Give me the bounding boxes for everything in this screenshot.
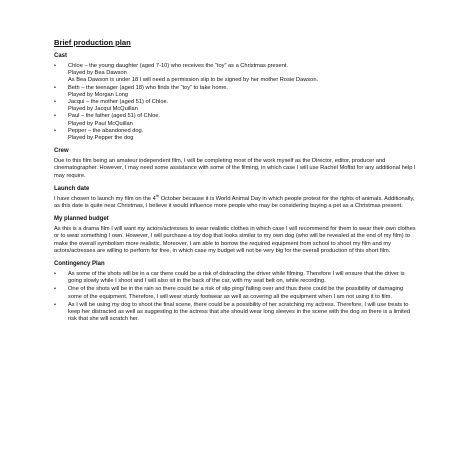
cast-item-text: Chloe – the young daughter (aged 7-10) who receives the “toy” as a Christmas present. [68, 63, 289, 69]
cast-item-line: Played by Pepper the dog [68, 135, 134, 142]
launch-date-paragraph [54, 192, 417, 210]
launch-text-end: October because it is World Animal Day in which people protest for the rights of animals. Additionally, as this date is quite near Christmas, I believe it would influence more people who may be considering buying a pet as a Christmas present. [54, 195, 415, 210]
contingency-heading: Contingency Plan [54, 261, 105, 268]
document-title: Brief production plan [54, 38, 131, 47]
bullet-icon: • [54, 301, 56, 308]
bullet-icon: • [54, 63, 56, 69]
bullet-icon: • [54, 113, 56, 120]
contingency-item-text: One of the shots will be in the rain so there could be a risk of slip ping/ falling over and thus there could be the possibility of damaging some of the equipment. Therefore, I will wear sturdy footwear as well as covering all the equipment when I am not using it to film. [68, 286, 404, 300]
cast-list [54, 63, 417, 142]
crew-paragraph: Due to this film being an amateur independent film, I will be completing most of the work myself as the Director, editor, producer and cinematographer. However, I may need some assistance with some of the filming, in which case I will use Rachel Moffat for any additional help I may require. [54, 158, 416, 179]
contingency-item-text: As I will be using my dog to shoot the final scene, there could be a possibility of her scratching my actress. Therefore, I will use treats to keep her distracted as well as suggesting to the actress that she should wear long sleeves in the scene with the dog so there is a limited risk that she will scratch her. [68, 301, 411, 323]
cast-item-text: Pepper – the abandoned dog. [68, 127, 144, 134]
cast-item-text: Beth – the teenager (aged 18) who finds the “toy” to take home. [68, 84, 228, 91]
contingency-item-car [54, 271, 417, 285]
cast-heading: Cast [54, 53, 68, 59]
contingency-item-dog [54, 302, 417, 324]
cast-item-pepper [54, 128, 417, 142]
cast-item-beth [54, 85, 417, 99]
contingency-list [54, 271, 417, 323]
cast-item-line: As Bea Dawson is under 18 I will need a permission slip to be signed by her mother Rosie Dawson. [68, 77, 319, 84]
cast-item-text: Jacqui – the mother (aged 51) of Chloe. [68, 99, 169, 106]
bullet-icon: • [54, 99, 56, 106]
budget-paragraph: As this is a drama film I will want my actors/actresses to wear realistic clothes in which case I will recommend for them to wear their own clothes or to wear something I own. However, I will purchase a toy dog that looks similar to my own dog (who will be revealed at the end of my film) to make the overall symbolism more realistic. Moreover, I am able to borrow the required equipment from school to shoot my film and my actors/actresses are willing to perform for free, in which case my budget will not be very big for the overall production of this short film. [54, 226, 416, 254]
cast-item-jacqui [54, 99, 417, 113]
bullet-icon: • [54, 127, 56, 134]
bullet-icon: • [54, 84, 56, 91]
crew-heading: Crew [54, 148, 69, 155]
cast-item-line: Played by Bea Dawson [68, 70, 127, 77]
launch-text-start: I have chosen to launch my film on the 4 [54, 195, 156, 202]
budget-heading: My planned budget [54, 216, 109, 223]
contingency-item-text: As some of the shots will be in a car there could be a risk of distracting the driver while filming. Therefore I will ensure that the driver is going slowly while I shoot and I will also sit in the back of the car, with my seat belt on, while recording. [68, 271, 405, 285]
cast-item-line: Played by Paul McQuillan [68, 120, 133, 127]
ordinal-suffix: th [155, 192, 160, 198]
cast-item-line: Played by Jacqui McQuillan [68, 106, 138, 113]
bullet-icon: • [54, 271, 56, 278]
launch-date-heading: Launch date [54, 185, 90, 192]
cast-item-paul [54, 113, 417, 127]
contingency-item-rain [54, 286, 417, 300]
cast-item-chloe [54, 63, 417, 85]
bullet-icon: • [54, 286, 56, 293]
cast-item-line: Played by Morgan Long [68, 91, 129, 98]
cast-item-text: Paul – the father (aged 51) of Chloe. [68, 113, 161, 120]
